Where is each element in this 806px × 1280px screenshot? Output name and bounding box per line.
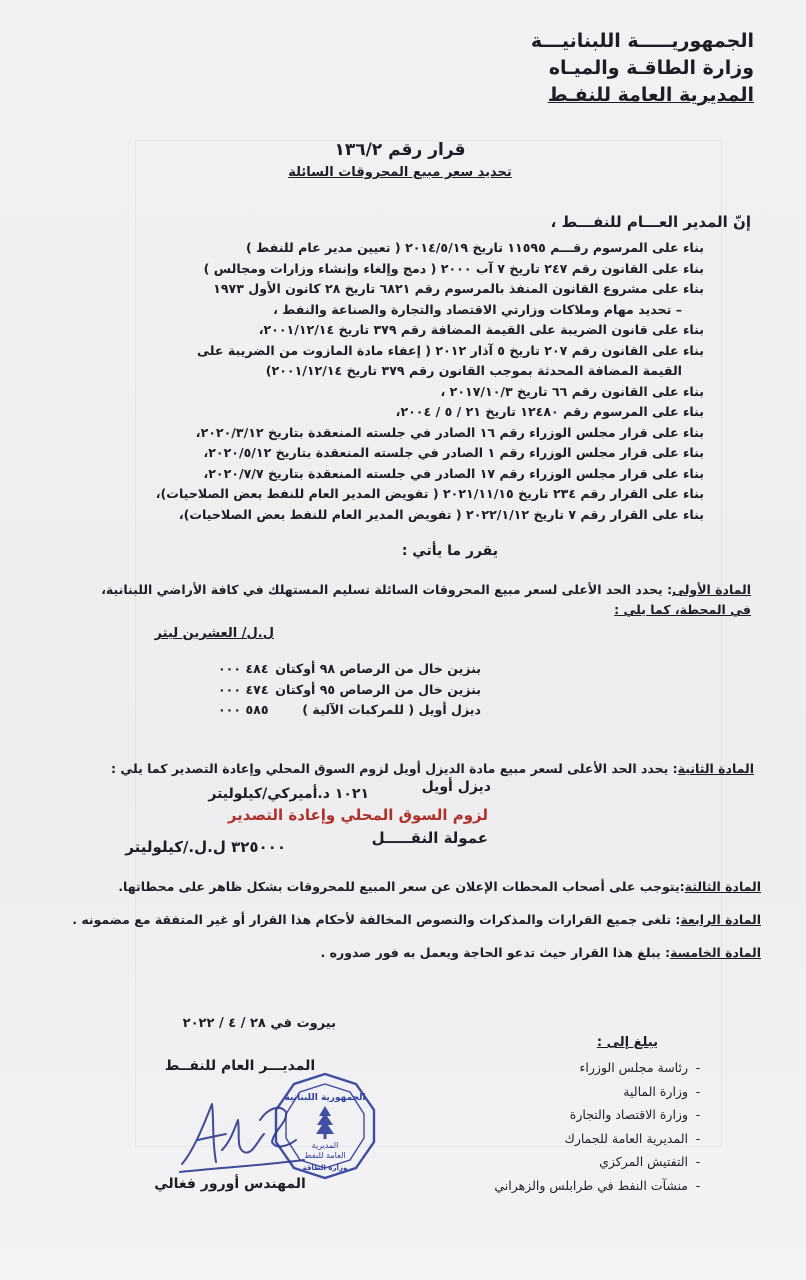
handwritten-signature [176, 1090, 316, 1180]
issue-date: بيروت في ٢٨ / ٤ / ٢٠٢٢ [182, 1016, 336, 1031]
list-item: -رئاسة مجلس الوزراء [579, 1060, 701, 1075]
transport-commission-label: عمولة النقـــــل [371, 829, 488, 847]
transport-commission-value: ٣٢٥٠٠٠ ل.ل./كيلوليتر [125, 838, 286, 856]
notify-heading: يبلغ إلى : [596, 1035, 658, 1050]
basis-line: بناء على القانون رقم ٦٦ تاريخ ٢٠١٧/١٠/٣ ، [440, 383, 704, 399]
article-5 [61, 943, 761, 963]
diesel-price: ١٠٢١ د.أميركي/كيلوليتر [208, 786, 369, 802]
signatory-title: المديـــر العام للنفــط [164, 1058, 316, 1074]
decision-title: قرار رقم ١٣٦/٢ [334, 140, 466, 160]
article-5-text: : يبلغ هذا القرار حيث تدعو الحاجة ويعمل به فور صدوره . [320, 945, 671, 960]
article-2-heading: المادة الثانية [677, 761, 754, 776]
letterhead-ministry: وزارة الطاقـة والميـاه [548, 57, 754, 79]
fuel-name: بنزين خال من الرصاص ٩٨ أوكتان [275, 661, 481, 676]
basis-line: بناء على المرسوم رقم ١٢٤٨٠ تاريخ ٢١ / ٥ / ٢٠٠٤، [395, 404, 704, 419]
basis-line: بناء على مشروع القانون المنفذ بالمرسوم رقم ٦٨٢١ تاريخ ٢٨ كانون الأول ١٩٧٣ [213, 281, 704, 296]
decision-subtitle: تحديد سعر مبيع المحروقات السائلة [288, 165, 512, 180]
article-1 [51, 580, 751, 620]
decides-heading: يقرر ما يأتي : [401, 543, 498, 559]
legal-basis-list [44, 238, 704, 525]
basis-line: بناء على قرار مجلس الوزراء رقم ١٧ الصادر في جلسته المنعقدة بتاريخ ٢٠٢٠/٧/٧، [203, 465, 704, 481]
fuel-price: ٤٧٤ ٠٠٠ [218, 681, 269, 697]
director-intro: إنّ المدير العـــام للنفـــط ، [550, 213, 751, 231]
fuel-name: بنزين خال من الرصاص ٩٥ أوكتان [275, 681, 481, 697]
letterhead-directorate: المديرية العامة للنفـط [547, 84, 754, 106]
signatory-name: المهندس أورور فغالي [154, 1176, 306, 1192]
letterhead-republic: الجمهوريـــــة اللبنانيـــة [530, 30, 754, 52]
article-5-heading: المادة الخامسة [670, 945, 761, 960]
basis-line: بناء على القرار رقم ٢٣٤ تاريخ ٢٠٢١/١١/١٥ ( تفويض المدير العام للنفط بعض الصلاحيات)، [155, 486, 704, 501]
article-2 [44, 759, 754, 779]
basis-line: بناء على القانون رقم ٢٠٧ تاريخ ٥ آذار ٢٠١٢ ( إعفاء مادة المازوت من الضريبة على [197, 342, 704, 358]
article-1-heading: المادة الأولى [672, 582, 751, 597]
stamp-inner-line: العامة للنفط [304, 1151, 346, 1160]
article-4 [31, 910, 761, 930]
fuel-price: ٤٨٤ ٠٠٠ [218, 661, 269, 676]
article-4-heading: المادة الرابعة [680, 912, 761, 927]
article-1-text-2: في المحطة، كما يلي : [614, 602, 751, 617]
basis-line: – تحديد مهام وملاكات وزارتي الاقتصاد والتجارة والصناعة والنفط ، [273, 301, 682, 317]
fuel-prices [218, 659, 298, 721]
basis-line: بناء على قرار مجلس الوزراء رقم ١ الصادر في جلسته المنعقدة بتاريخ ٢٠٢٠/٥/١٢، [203, 445, 704, 460]
article-3-text: :يتوجب على أصحاب المحطات الإعلان عن سعر المبيع للمحروقات بشكل ظاهر على محطاتها. [118, 879, 685, 894]
basis-line: بناء على قانون الضريبة على القيمة المضافة رقم ٣٧٩ تاريخ ٢٠٠١/١٢/١٤، [258, 322, 704, 337]
article-3-heading: المادة الثالثة [684, 879, 761, 894]
basis-line: بناء على القرار رقم ٧ تاريخ ٢٠٢٢/١/١٢ ( تفويض المدير العام للنفط بعض الصلاحيات)، [178, 506, 704, 522]
fuel-name: ديزل أويل ( للمركبات الآلية ) [302, 702, 481, 717]
list-item: -المديرية العامة للجمارك [564, 1130, 701, 1146]
article-4-text: : تلغى جميع القرارات والمذكرات والنصوص المخالفة لأحكام هذا القرار أو غير المتفقة مع مضمونه . [72, 912, 681, 927]
letterhead [531, 28, 754, 109]
basis-line: القيمة المضافة المحدثة بموجب القانون رقم ٣٧٩ تاريخ ٢٠٠١/١٢/١٤) [265, 363, 682, 378]
article-3 [61, 877, 761, 897]
stamp-outer-text: الجمهورية اللبنانية [284, 1093, 366, 1103]
basis-line: بناء على قرار مجلس الوزراء رقم ١٦ الصادر في جلسته المنعقدة بتاريخ ٢٠٢٠/٣/١٢، [195, 424, 704, 440]
price-unit-label: ل.ل/ العشرين ليتر [154, 626, 274, 641]
stamp-bottom-text: وزارة الطاقة [302, 1164, 348, 1172]
local-market-label: لزوم السوق المحلي وإعادة التصدير [227, 806, 488, 824]
article-1-text: : يحدد الحد الأعلى لسعر مبيع المحروقات السائلة تسليم المستهلك في كافة الأراضي اللبنانية، [101, 582, 673, 597]
basis-line: بناء على القانون رقم ٢٤٧ تاريخ ٧ آب ٢٠٠٠ ( دمج وإلغاء وإنشاء وزارات ومجالس ) [203, 260, 704, 276]
article-2-text: : يحدد الحد الأعلى لسعر مبيع مادة الديزل أويل لزوم السوق المحلي وإعادة التصدير كما يلي : [111, 761, 678, 776]
list-item: -التفتيش المركزي [599, 1154, 701, 1169]
stamp-inner-line: المديرية [311, 1141, 339, 1150]
notify-list [408, 1056, 708, 1197]
list-item: -منشآت النفط في طرابلس والزهراني [494, 1177, 701, 1193]
diesel-label: ديزل أويل [421, 779, 491, 795]
list-item: -وزارة المالية [623, 1083, 701, 1099]
list-item: -وزارة الاقتصاد والتجارة [569, 1107, 701, 1122]
fuel-price: ٥٨٥ ٠٠٠ [218, 702, 269, 717]
basis-line: بناء على المرسوم رقـــم ١١٥٩٥ تاريخ ٢٠١٤/٥/١٩ ( تعيين مدير عام للنفط ) [246, 240, 704, 255]
